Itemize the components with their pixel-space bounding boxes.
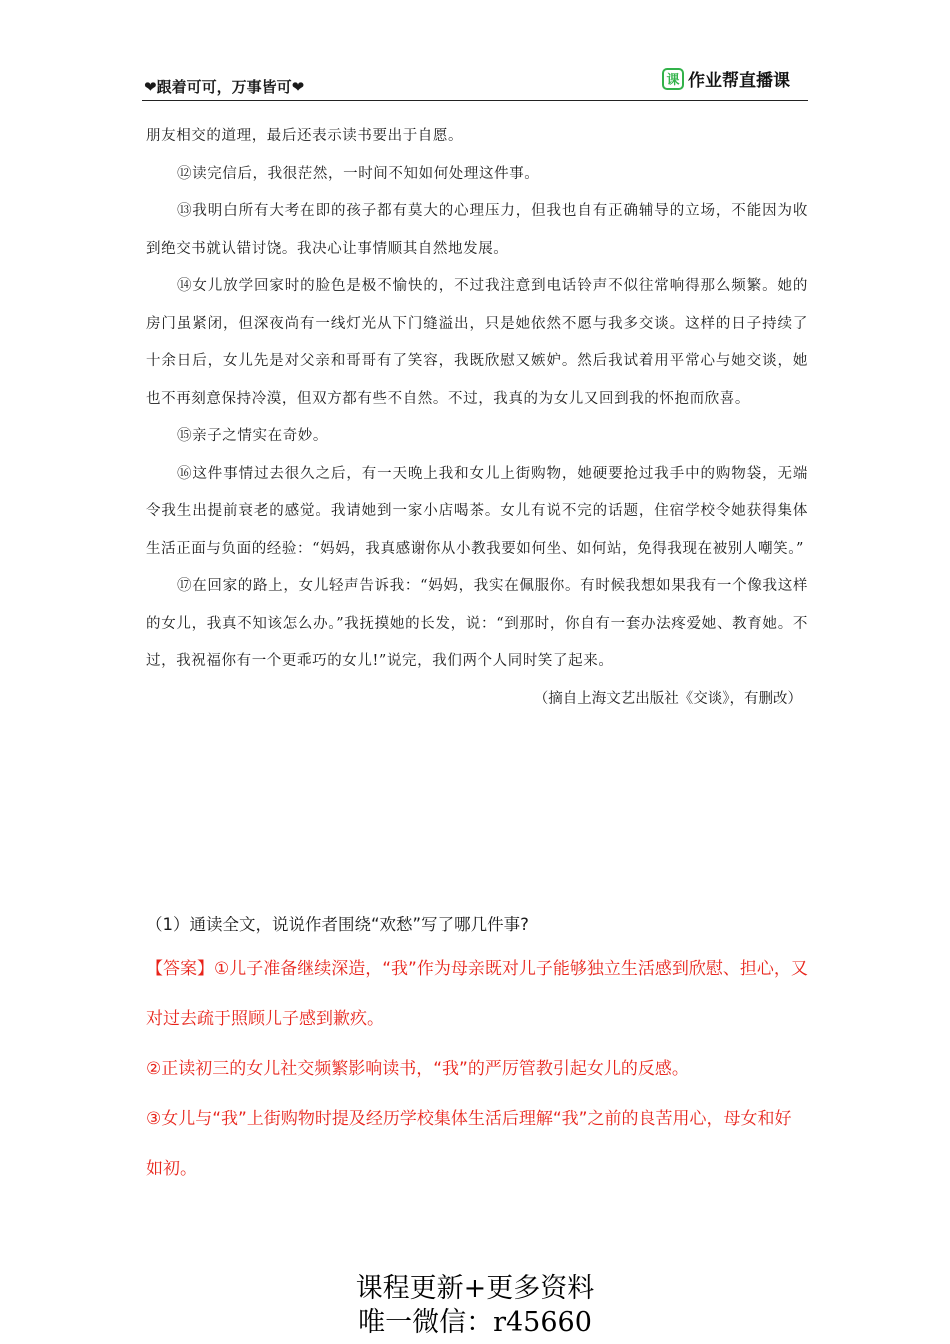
answer-line: ②正读初三的女儿社交频繁影响读书，“我”的严厉管教引起女儿的反感。 xyxy=(146,1059,689,1079)
answer-line xyxy=(146,944,808,1044)
footer-watermark xyxy=(0,1272,950,1340)
answer-tag: 【答案】 xyxy=(146,959,214,979)
article-paragraph: ⑭女儿放学回家时的脸色是极不愉快的，不过我注意到电话铃声不似往常响得那么频繁。她的房门虽紧闭，但深夜尚有一线灯光从下门缝溢出，只是她依然不愿与我多交谈。这样的日子持续了十余日后，女儿先是对父亲和哥哥有了笑容，我既欣慰又嫉妒。然后我试着用平常心与她交谈，她也不再刻意保持冷漠，但双方都有些不自然。不过，我真的为女儿又回到我的怀抱而欣喜。 xyxy=(146,278,808,407)
article-paragraph: ⑮亲子之情实在奇妙。 xyxy=(177,428,328,444)
article-paragraph: ⑫读完信后，我很茫然，一时间不知如何处理这件事。 xyxy=(177,165,540,182)
page-header xyxy=(142,62,808,101)
question-text: （1）通读全文，说说作者围绕“欢愁”写了哪几件事? xyxy=(146,915,529,934)
article-paragraph: 朋友相交的道理，最后还表示读书要出于自愿。 xyxy=(146,128,464,144)
brand xyxy=(662,66,790,91)
footer-line-1: 课程更新+更多资料 xyxy=(355,1273,595,1304)
header-motto: ❤跟着可可，万事皆可❤ xyxy=(144,78,305,96)
answer-text: ①儿子准备继续深造，“我”作为母亲既对儿子能够独立生活感到欣慰、担心，又对过去疏于照顾儿子感到歉疚。 xyxy=(146,959,808,1029)
answer-line: ③女儿与“我”上街购物时提及经历学校集体生活后理解“我”之前的良苦用心，母女和好如初。 xyxy=(146,1109,792,1179)
question-answer xyxy=(146,906,808,1194)
brand-logo-icon: 课 xyxy=(662,68,684,90)
article-body xyxy=(146,118,808,718)
article-source: （摘自上海文艺出版社《交谈》，有删改） xyxy=(533,690,802,707)
article-paragraph: ⑯这件事情过去很久之后，有一天晚上我和女儿上街购物，她硬要抢过我手中的购物袋，无端令我生出提前衰老的感觉。我请她到一家小店喝茶。女儿有说不完的话题，住宿学校令她获得集体生活正面与负面的经验：“妈妈，我真感谢你从小教我要如何坐、如何站，免得我现在被别人嘲笑。” xyxy=(146,465,808,557)
footer-line-2: 唯一微信：r45660 xyxy=(358,1307,592,1338)
article-paragraph: ⑬我明白所有大考在即的孩子都有莫大的心理压力，但我也自有正确辅导的立场，不能因为收到绝交书就认错讨饶。我决心让事情顺其自然地发展。 xyxy=(146,203,808,257)
brand-name: 作业帮直播课 xyxy=(688,71,790,91)
article-paragraph: ⑰在回家的路上，女儿轻声告诉我：“妈妈，我实在佩服你。有时候我想如果我有一个像我这样的女儿，我真不知该怎么办。”我抚摸她的长发，说：“到那时，你自有一套办法疼爱她、教育她。不过，我祝福你有一个更乖巧的女儿!”说完，我们两个人同时笑了起来。 xyxy=(146,578,808,669)
